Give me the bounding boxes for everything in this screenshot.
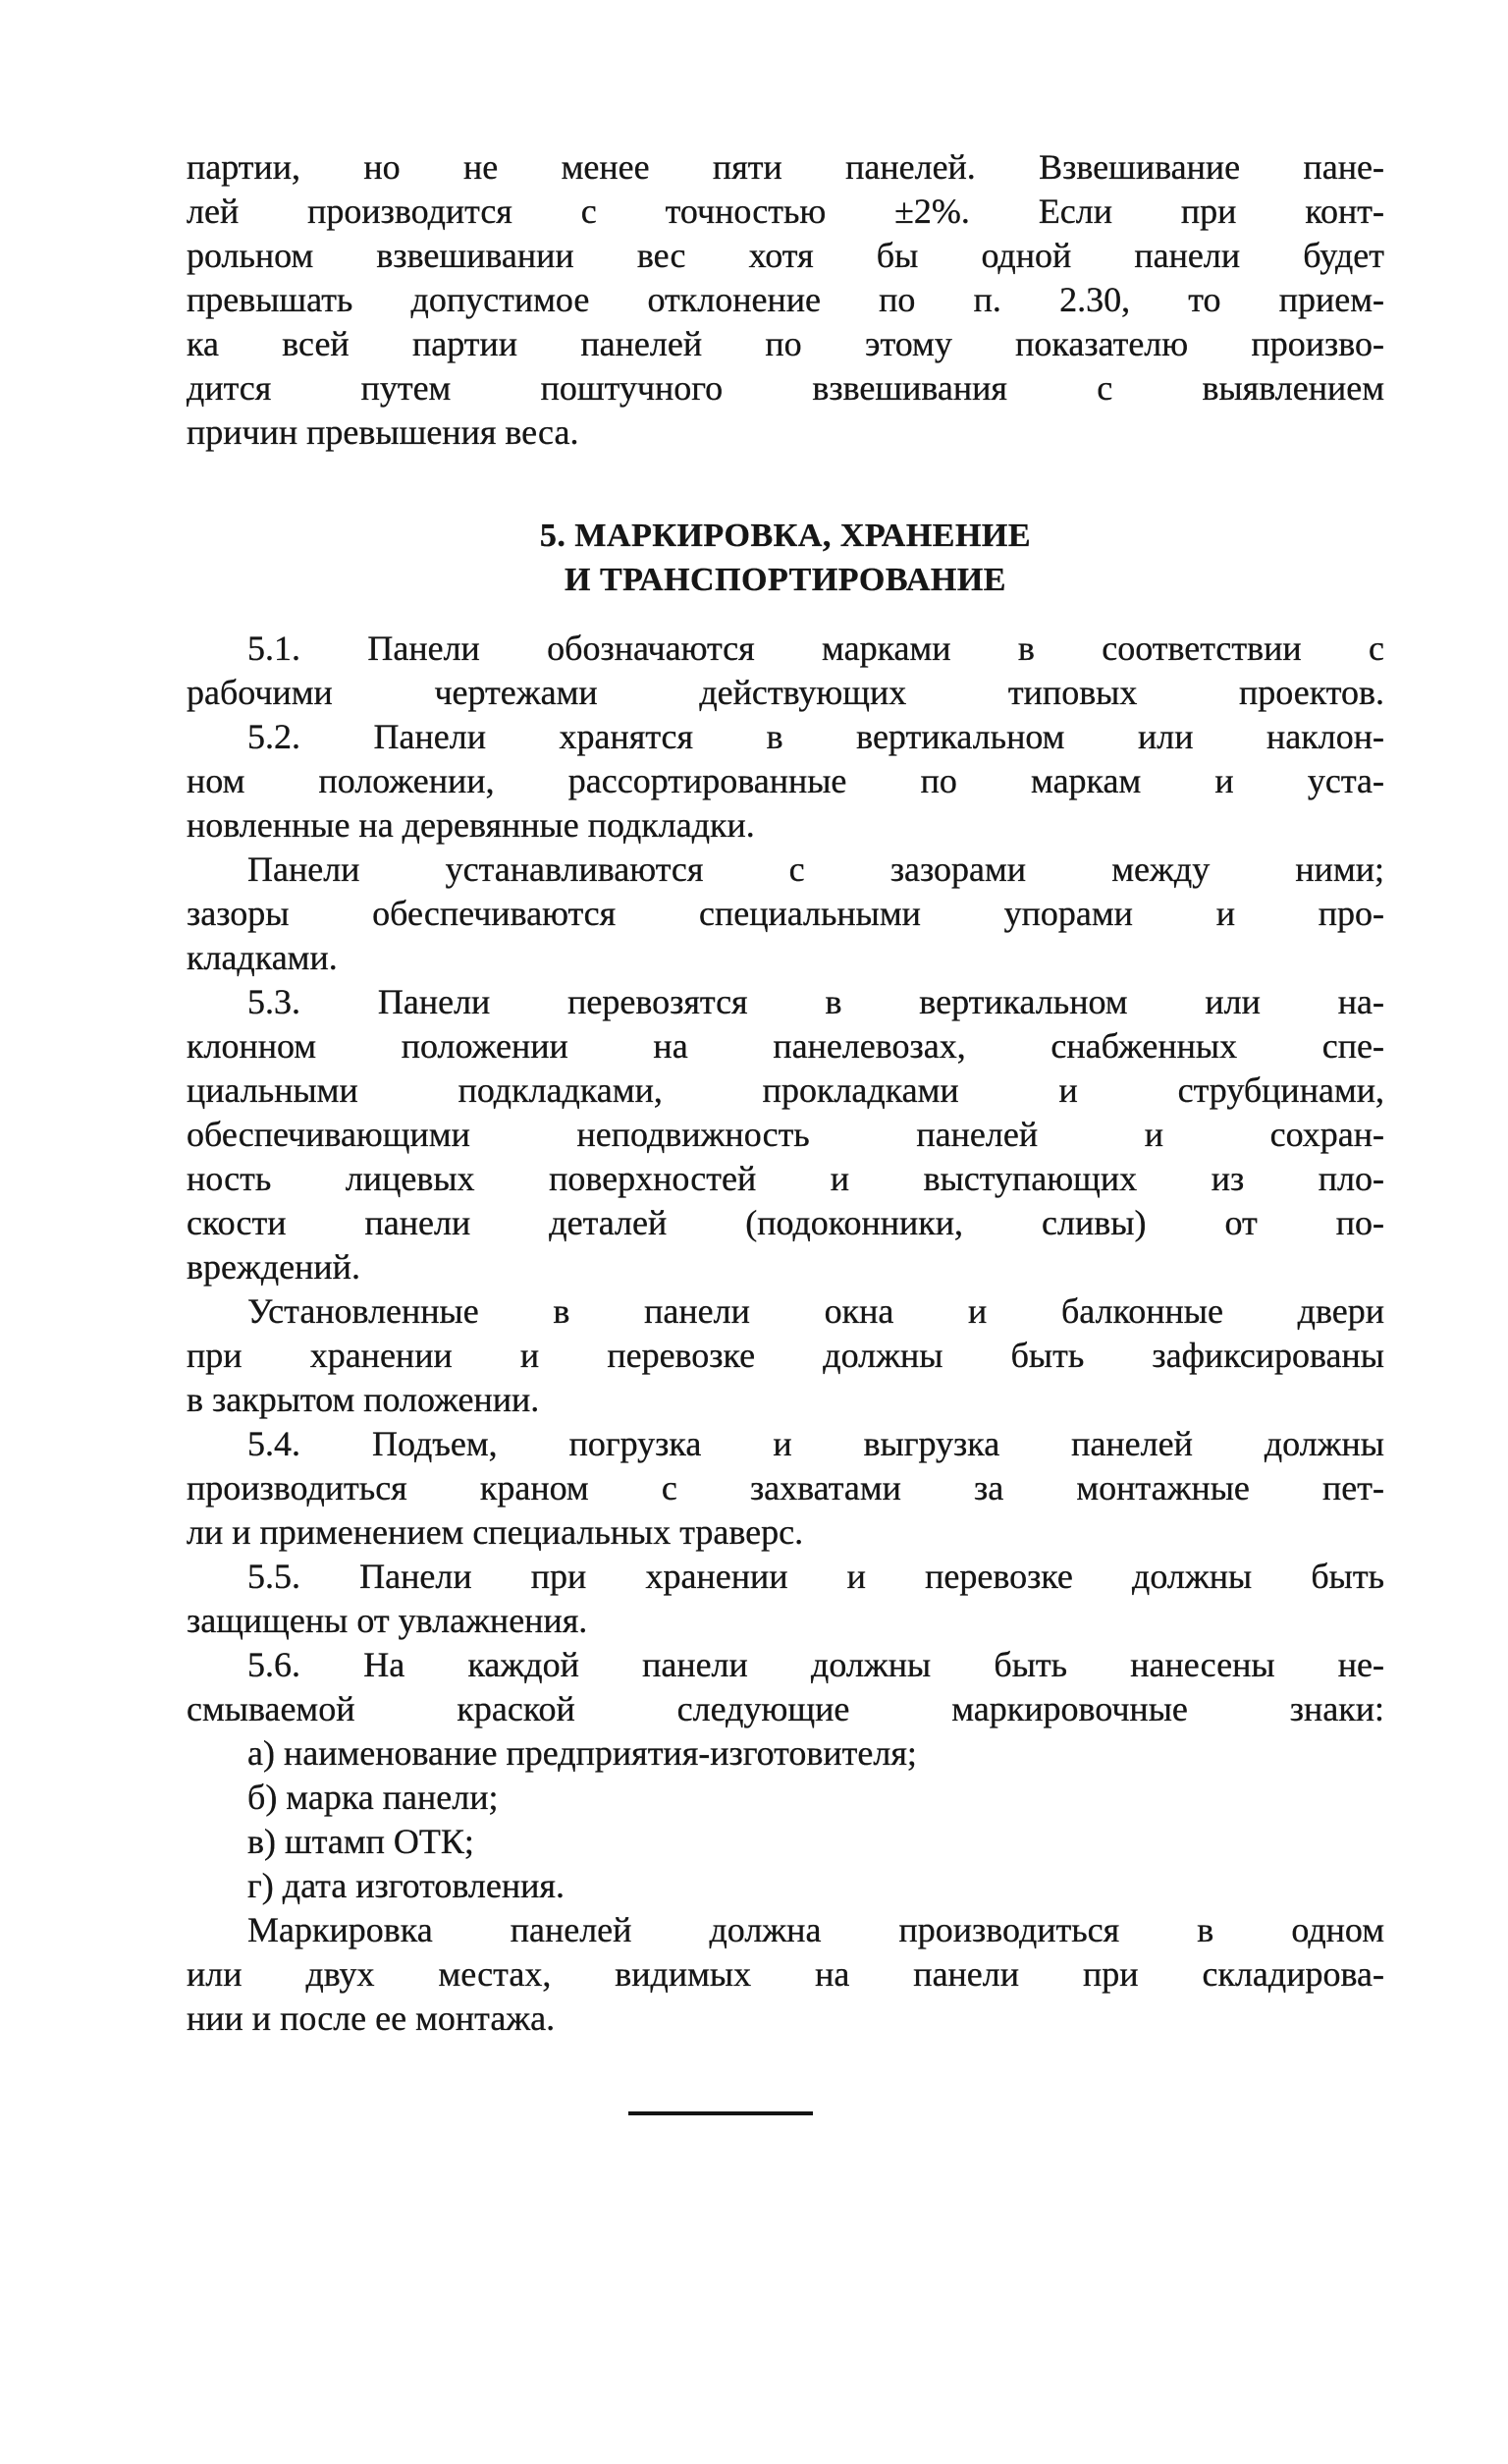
text-line: дится путем поштучного взвешивания с выявлением [187, 368, 1384, 408]
text-line: ность лицевых поверхностей и выступающих из пло- [187, 1159, 1384, 1198]
text-line: превышать допустимое отклонение по п. 2.30, то прием- [187, 280, 1384, 319]
list-item-a [187, 1731, 1384, 1776]
text-line: Панели устанавливаются с зазорами между ними; [247, 849, 1384, 889]
text-line: Установленные в панели окна и балконные двери [247, 1291, 1384, 1331]
para-5-6 [187, 1643, 1384, 1731]
text-line: производиться краном с захватами за монтажные пет- [187, 1468, 1384, 1507]
text-line: скости панели деталей (подоконники, сливы) от по- [187, 1203, 1384, 1242]
text-line: циальными подкладками, прокладками и струбцинами, [187, 1070, 1384, 1110]
text-line: в) штамп ОТК; [247, 1822, 474, 1861]
text-line: в закрытом положении. [187, 1380, 540, 1419]
text-line: 5.4. Подъем, погрузка и выгрузка панелей должны [247, 1424, 1384, 1463]
text-line: вреждений. [187, 1247, 360, 1287]
text-line: кладками. [187, 938, 338, 977]
text-line: клонном положении на панелевозах, снабженных спе- [187, 1026, 1384, 1066]
text-line: лей производится с точностью ±2%. Если при конт- [187, 192, 1384, 231]
text-line: причин превышения веса. [187, 412, 579, 452]
text-line: новленные на деревянные подкладки. [187, 805, 755, 845]
text-line: а) наименование предприятия-изготовителя; [247, 1733, 917, 1773]
para-marking-location [187, 1908, 1384, 2041]
para-5-1 [187, 627, 1384, 715]
text-line: И ТРАНСПОРТИРОВАНИЕ [565, 562, 1006, 598]
end-divider [628, 2111, 813, 2115]
para-panels-gaps [187, 848, 1384, 980]
section-5-heading [187, 514, 1384, 602]
page-content [187, 145, 1384, 2115]
text-line: рольном взвешивании вес хотя бы одной панели будет [187, 236, 1384, 275]
text-line: 5.6. На каждой панели должны быть нанесены не- [247, 1645, 1384, 1684]
text-line: защищены от увлажнения. [187, 1601, 588, 1640]
list-item-g [187, 1864, 1384, 1908]
text-line: 5. МАРКИРОВКА, ХРАНЕНИЕ [539, 518, 1032, 554]
para-weighing-continuation [187, 145, 1384, 455]
para-5-3 [187, 980, 1384, 1289]
text-line: смываемой краской следующие маркировочные знаки: [187, 1689, 1384, 1728]
text-line: Маркировка панелей должна производиться в одном [247, 1910, 1384, 1949]
text-line: при хранении и перевозке должны быть зафиксированы [187, 1336, 1384, 1375]
para-5-5 [187, 1555, 1384, 1643]
text-line: г) дата изготовления. [247, 1866, 565, 1905]
text-line: зазоры обеспечиваются специальными упорами и про- [187, 894, 1384, 933]
text-line: или двух местах, видимых на панели при складирова- [187, 1954, 1384, 1994]
text-line: 5.5. Панели при хранении и перевозке должны быть [247, 1557, 1384, 1596]
text-line: ли и применением специальных траверс. [187, 1512, 804, 1552]
list-item-v [187, 1820, 1384, 1864]
para-windows-doors [187, 1289, 1384, 1422]
document-page [0, 145, 1508, 2464]
text-line: 5.1. Панели обозначаются марками в соответствии с [247, 629, 1384, 668]
text-line: ка всей партии панелей по этому показателю произво- [187, 324, 1384, 363]
text-line: партии, но не менее пяти панелей. Взвешивание пане- [187, 147, 1384, 187]
text-line: 5.2. Панели хранятся в вертикальном или наклон- [247, 717, 1384, 756]
para-5-4 [187, 1422, 1384, 1555]
para-5-2 [187, 715, 1384, 848]
text-line: рабочими чертежами действующих типовых проектов. [187, 673, 1384, 712]
text-line: б) марка панели; [247, 1778, 499, 1817]
text-line: нии и после ее монтажа. [187, 1999, 556, 2038]
list-item-b [187, 1776, 1384, 1820]
text-line: ном положении, рассортированные по маркам и уста- [187, 761, 1384, 800]
text-line: 5.3. Панели перевозятся в вертикальном или на- [247, 982, 1384, 1021]
text-line: обеспечивающими неподвижность панелей и сохран- [187, 1115, 1384, 1154]
